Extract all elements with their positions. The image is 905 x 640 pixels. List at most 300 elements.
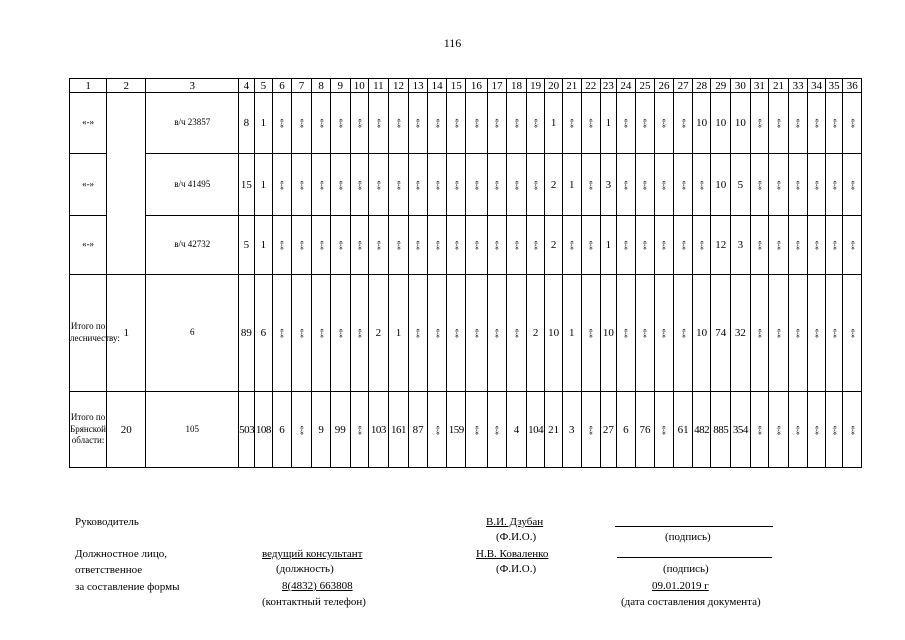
table-row: [70, 154, 862, 216]
dash-mark: «-»: [451, 180, 461, 190]
dash-mark: «-»: [659, 240, 669, 251]
header-cell: 10: [350, 79, 369, 93]
dash-mark: «-»: [432, 118, 442, 129]
table-row: [70, 93, 862, 154]
dash-mark: «-»: [471, 425, 481, 435]
dash-mark: «-»: [316, 328, 326, 339]
dash-cell: [825, 275, 843, 392]
value-cell: 6: [254, 275, 273, 392]
dash-cell: [692, 216, 711, 275]
value-cell: 1: [601, 93, 616, 154]
unit-cell: 105: [146, 392, 239, 468]
dash-cell: [330, 275, 350, 392]
dash-cell: [769, 275, 789, 392]
dash-mark: «-»: [492, 425, 502, 435]
dash-cell: [291, 216, 312, 275]
dash-cell: [273, 216, 292, 275]
dash-mark: «-»: [451, 240, 461, 251]
dash-mark: «-»: [754, 328, 764, 339]
dash-cell: [769, 392, 789, 468]
official-signature-caption: (подпись): [663, 563, 709, 575]
dash-cell: [312, 216, 331, 275]
dash-cell: [273, 154, 292, 216]
value-cell: 61: [674, 392, 693, 468]
dash-cell: [674, 93, 693, 154]
head-signature-caption: (подпись): [665, 531, 711, 543]
dash-cell: [312, 275, 331, 392]
report-table: [69, 78, 862, 468]
value-cell: 10: [601, 275, 616, 392]
header-cell: 21: [769, 79, 789, 93]
dash-cell: [427, 93, 447, 154]
header-cell: 6: [273, 79, 292, 93]
dash-mark: «-»: [335, 118, 345, 129]
dash-cell: [825, 392, 843, 468]
official-name: Н.В. Коваленко: [476, 548, 549, 560]
dash-mark: «-»: [531, 118, 541, 129]
dash-mark: «-»: [567, 118, 577, 129]
official-label-line3: за составление формы: [75, 581, 180, 593]
dash-cell: [447, 154, 466, 216]
dash-cell: [350, 275, 369, 392]
dash-cell: [581, 392, 601, 468]
dash-mark: «-»: [829, 180, 839, 190]
value-cell: 5: [731, 154, 751, 216]
dash-cell: [750, 392, 769, 468]
dash-mark: «-»: [531, 180, 541, 190]
dash-cell: [409, 93, 428, 154]
dash-cell: [466, 154, 488, 216]
dash-cell: [674, 154, 693, 216]
dash-cell: [350, 93, 369, 154]
dash-mark: «-»: [297, 240, 307, 251]
dash-mark: «-»: [678, 328, 688, 339]
dash-cell: [447, 275, 466, 392]
dash-mark: «-»: [432, 328, 442, 339]
dash-mark: «-»: [316, 240, 326, 251]
value-cell: 1: [562, 275, 581, 392]
unit-cell: в/ч 42732: [146, 216, 239, 275]
dash-mark: «-»: [471, 328, 481, 339]
dash-cell: [654, 93, 674, 154]
value-cell: 12: [711, 216, 731, 275]
header-cell: 20: [545, 79, 563, 93]
dash-mark: «-»: [659, 328, 669, 339]
unit-cell: в/ч 41495: [146, 154, 239, 216]
phone-caption: (контактный телефон): [262, 596, 366, 608]
dash-cell: [674, 275, 693, 392]
dash-mark: «-»: [492, 118, 502, 129]
table-row: [70, 392, 862, 468]
value-cell: 2: [369, 275, 389, 392]
dash-mark: «-»: [451, 118, 461, 129]
document-date: 09.01.2019 г: [652, 580, 709, 592]
dash-cell: [654, 154, 674, 216]
dash-mark: «-»: [586, 180, 596, 190]
dash-cell: [769, 216, 789, 275]
dash-cell: [581, 216, 601, 275]
dash-cell: [616, 275, 636, 392]
dash-mark: «-»: [793, 180, 803, 190]
dash-cell: [808, 154, 826, 216]
dash-cell: [409, 216, 428, 275]
dash-mark: «-»: [335, 180, 345, 190]
dash-cell: [507, 216, 527, 275]
dash-mark: «-»: [659, 180, 669, 190]
row-label: «-»: [70, 93, 107, 154]
dash-cell: [350, 216, 369, 275]
dash-mark: «-»: [471, 180, 481, 190]
dash-cell: [788, 154, 808, 216]
dash-cell: [487, 154, 507, 216]
dash-mark: «-»: [773, 240, 783, 251]
dash-cell: [330, 154, 350, 216]
dash-cell: [581, 154, 601, 216]
dash-mark: «-»: [393, 180, 403, 190]
dash-cell: [369, 216, 389, 275]
dash-cell: [427, 392, 447, 468]
dash-cell: [487, 93, 507, 154]
value-cell: 1: [254, 93, 273, 154]
dash-mark: «-»: [413, 118, 423, 129]
dash-cell: [369, 93, 389, 154]
dash-mark: «-»: [354, 118, 364, 129]
value-cell: 482: [692, 392, 711, 468]
header-cell: 3: [146, 79, 239, 93]
header-cell: 33: [788, 79, 808, 93]
dash-cell: [427, 216, 447, 275]
header-cell: 16: [466, 79, 488, 93]
header-cell: 35: [825, 79, 843, 93]
dash-mark: «-»: [297, 118, 307, 129]
value-cell: 885: [711, 392, 731, 468]
dash-cell: [843, 154, 862, 216]
dash-cell: [562, 216, 581, 275]
dash-mark: «-»: [277, 118, 287, 129]
dash-mark: «-»: [277, 180, 287, 190]
dash-mark: «-»: [678, 240, 688, 251]
dash-cell: [526, 93, 545, 154]
dash-cell: [466, 216, 488, 275]
dash-cell: [750, 93, 769, 154]
dash-cell: [654, 216, 674, 275]
header-cell: 18: [507, 79, 527, 93]
dash-mark: «-»: [531, 240, 541, 251]
official-position: ведущий консультант: [262, 548, 363, 560]
dash-mark: «-»: [512, 118, 522, 129]
value-cell: 1: [601, 216, 616, 275]
dash-cell: [330, 93, 350, 154]
header-cell: 13: [409, 79, 428, 93]
dash-mark: «-»: [492, 240, 502, 251]
table-row: [70, 275, 862, 392]
dash-mark: «-»: [812, 118, 822, 129]
value-cell: 354: [731, 392, 751, 468]
dash-mark: «-»: [640, 118, 650, 129]
header-cell: 4: [239, 79, 254, 93]
dash-cell: [581, 275, 601, 392]
dash-cell: [843, 392, 862, 468]
dash-cell: [273, 93, 292, 154]
value-cell: 15: [239, 154, 254, 216]
value-cell: 5: [239, 216, 254, 275]
header-cell: 26: [654, 79, 674, 93]
value-cell: 1: [254, 154, 273, 216]
dash-cell: [409, 275, 428, 392]
dash-mark: «-»: [277, 328, 287, 339]
table-row: [70, 216, 862, 275]
dash-cell: [273, 275, 292, 392]
dash-cell: [487, 275, 507, 392]
dash-mark: «-»: [297, 425, 307, 435]
dash-mark: «-»: [512, 240, 522, 251]
dash-mark: «-»: [773, 180, 783, 190]
dash-cell: [330, 216, 350, 275]
dash-cell: [808, 93, 826, 154]
value-cell: 27: [601, 392, 616, 468]
dash-cell: [487, 216, 507, 275]
position-caption: (должность): [276, 563, 334, 575]
dash-mark: «-»: [621, 180, 631, 190]
header-cell: 12: [388, 79, 409, 93]
dash-mark: «-»: [847, 425, 857, 435]
dash-mark: «-»: [847, 180, 857, 190]
header-cell: 14: [427, 79, 447, 93]
header-cell: 1: [70, 79, 107, 93]
dash-mark: «-»: [471, 240, 481, 251]
dash-mark: «-»: [354, 425, 364, 435]
dash-mark: «-»: [793, 425, 803, 435]
dash-mark: «-»: [373, 180, 383, 190]
value-cell: 104: [526, 392, 545, 468]
dash-mark: «-»: [697, 240, 707, 251]
dash-mark: «-»: [492, 328, 502, 339]
dash-cell: [291, 93, 312, 154]
head-name: В.И. Дзубан: [486, 516, 544, 528]
row-label: Итого по лесничеству:: [70, 275, 107, 392]
dash-cell: [825, 216, 843, 275]
dash-mark: «-»: [413, 240, 423, 251]
dash-mark: «-»: [812, 328, 822, 339]
dash-cell: [843, 275, 862, 392]
dash-cell: [788, 216, 808, 275]
value-cell: 3: [562, 392, 581, 468]
header-cell: 24: [616, 79, 636, 93]
dash-cell: [692, 154, 711, 216]
dash-mark: «-»: [829, 118, 839, 129]
dash-mark: «-»: [793, 240, 803, 251]
dash-cell: [788, 275, 808, 392]
head-label: Руководитель: [75, 516, 139, 528]
dash-mark: «-»: [754, 118, 764, 129]
value-cell: 4: [507, 392, 527, 468]
dash-cell: [769, 154, 789, 216]
value-cell: 10: [692, 93, 711, 154]
dash-cell: [825, 154, 843, 216]
header-cell: 28: [692, 79, 711, 93]
header-cell: 5: [254, 79, 273, 93]
dash-cell: [526, 154, 545, 216]
dash-cell: [526, 216, 545, 275]
dash-cell: [427, 154, 447, 216]
dash-cell: [312, 154, 331, 216]
value-cell: 108: [254, 392, 273, 468]
dash-cell: [388, 154, 409, 216]
header-cell: 7: [291, 79, 312, 93]
dash-mark: «-»: [659, 425, 669, 435]
header-cell: 15: [447, 79, 466, 93]
value-cell: 2: [545, 216, 563, 275]
dash-cell: [808, 216, 826, 275]
dash-cell: [487, 392, 507, 468]
value-cell: 87: [409, 392, 428, 468]
dash-cell: [616, 154, 636, 216]
column-2-merged-cell: [107, 93, 146, 275]
dash-mark: «-»: [847, 328, 857, 339]
official-phone: 8(4832) 663808: [282, 580, 353, 592]
value-cell: 6: [273, 392, 292, 468]
dash-mark: «-»: [297, 328, 307, 339]
dash-mark: «-»: [354, 180, 364, 190]
dash-mark: «-»: [812, 180, 822, 190]
dash-cell: [616, 216, 636, 275]
value-cell: 10: [731, 93, 751, 154]
dash-mark: «-»: [471, 118, 481, 129]
value-cell: 3: [601, 154, 616, 216]
unit-cell: 6: [146, 275, 239, 392]
count-cell: 1: [107, 275, 146, 392]
value-cell: 161: [388, 392, 409, 468]
dash-mark: «-»: [640, 240, 650, 251]
header-cell: 19: [526, 79, 545, 93]
dash-mark: «-»: [829, 240, 839, 251]
dash-mark: «-»: [754, 180, 764, 190]
value-cell: 503: [239, 392, 254, 468]
header-cell: 27: [674, 79, 693, 93]
dash-cell: [654, 275, 674, 392]
header-cell: 11: [369, 79, 389, 93]
dash-mark: «-»: [586, 118, 596, 129]
dash-mark: «-»: [335, 328, 345, 339]
dash-mark: «-»: [586, 328, 596, 339]
header-cell: 34: [808, 79, 826, 93]
value-cell: 74: [711, 275, 731, 392]
dash-mark: «-»: [640, 328, 650, 339]
dash-mark: «-»: [451, 328, 461, 339]
dash-cell: [427, 275, 447, 392]
dash-mark: «-»: [354, 328, 364, 339]
value-cell: 21: [545, 392, 563, 468]
value-cell: 159: [447, 392, 466, 468]
dash-cell: [788, 93, 808, 154]
dash-mark: «-»: [812, 240, 822, 251]
value-cell: 2: [545, 154, 563, 216]
value-cell: 76: [636, 392, 655, 468]
head-fio-caption: (Ф.И.О.): [496, 531, 537, 543]
dash-cell: [825, 93, 843, 154]
dash-mark: «-»: [393, 240, 403, 251]
dash-cell: [636, 275, 655, 392]
dash-cell: [616, 93, 636, 154]
header-cell: 31: [750, 79, 769, 93]
dash-mark: «-»: [393, 118, 403, 129]
dash-mark: «-»: [829, 425, 839, 435]
dash-cell: [750, 154, 769, 216]
value-cell: 1: [388, 275, 409, 392]
value-cell: 103: [369, 392, 389, 468]
page-number: 116: [443, 36, 462, 50]
dash-mark: «-»: [432, 240, 442, 251]
dash-cell: [808, 275, 826, 392]
value-cell: 1: [545, 93, 563, 154]
dash-mark: «-»: [659, 118, 669, 129]
dash-mark: «-»: [492, 180, 502, 190]
value-cell: 1: [562, 154, 581, 216]
header-cell: 22: [581, 79, 601, 93]
dash-mark: «-»: [697, 180, 707, 190]
header-cell: 21: [562, 79, 581, 93]
header-cell: 8: [312, 79, 331, 93]
dash-mark: «-»: [373, 118, 383, 129]
dash-mark: «-»: [829, 328, 839, 339]
date-caption: (дата составления документа): [621, 596, 761, 608]
dash-mark: «-»: [297, 180, 307, 190]
official-label-line2: ответственное: [75, 564, 143, 576]
value-cell: 2: [526, 275, 545, 392]
dash-cell: [808, 392, 826, 468]
head-signature-line: [615, 526, 773, 527]
dash-cell: [466, 392, 488, 468]
dash-mark: «-»: [793, 118, 803, 129]
dash-mark: «-»: [773, 118, 783, 129]
dash-cell: [350, 154, 369, 216]
dash-cell: [843, 93, 862, 154]
dash-mark: «-»: [621, 328, 631, 339]
dash-cell: [750, 275, 769, 392]
dash-mark: «-»: [847, 118, 857, 129]
dash-mark: «-»: [335, 240, 345, 251]
value-cell: 3: [731, 216, 751, 275]
row-label: «-»: [70, 216, 107, 275]
official-fio-caption: (Ф.И.О.): [496, 563, 537, 575]
dash-mark: «-»: [754, 425, 764, 435]
dash-cell: [636, 93, 655, 154]
dash-mark: «-»: [640, 180, 650, 190]
dash-mark: «-»: [373, 240, 383, 251]
value-cell: 6: [616, 392, 636, 468]
dash-cell: [388, 93, 409, 154]
dash-cell: [466, 275, 488, 392]
value-cell: 10: [711, 154, 731, 216]
header-cell: 23: [601, 79, 616, 93]
header-row: [70, 79, 862, 93]
dash-mark: «-»: [567, 240, 577, 251]
dash-cell: [369, 154, 389, 216]
dash-mark: «-»: [512, 328, 522, 339]
dash-cell: [507, 275, 527, 392]
dash-mark: «-»: [413, 328, 423, 339]
count-cell: 20: [107, 392, 146, 468]
dash-cell: [466, 93, 488, 154]
dash-cell: [447, 93, 466, 154]
dash-cell: [636, 154, 655, 216]
dash-cell: [636, 216, 655, 275]
dash-mark: «-»: [621, 240, 631, 251]
dash-mark: «-»: [773, 328, 783, 339]
dash-mark: «-»: [277, 240, 287, 251]
dash-mark: «-»: [316, 180, 326, 190]
dash-cell: [291, 154, 312, 216]
